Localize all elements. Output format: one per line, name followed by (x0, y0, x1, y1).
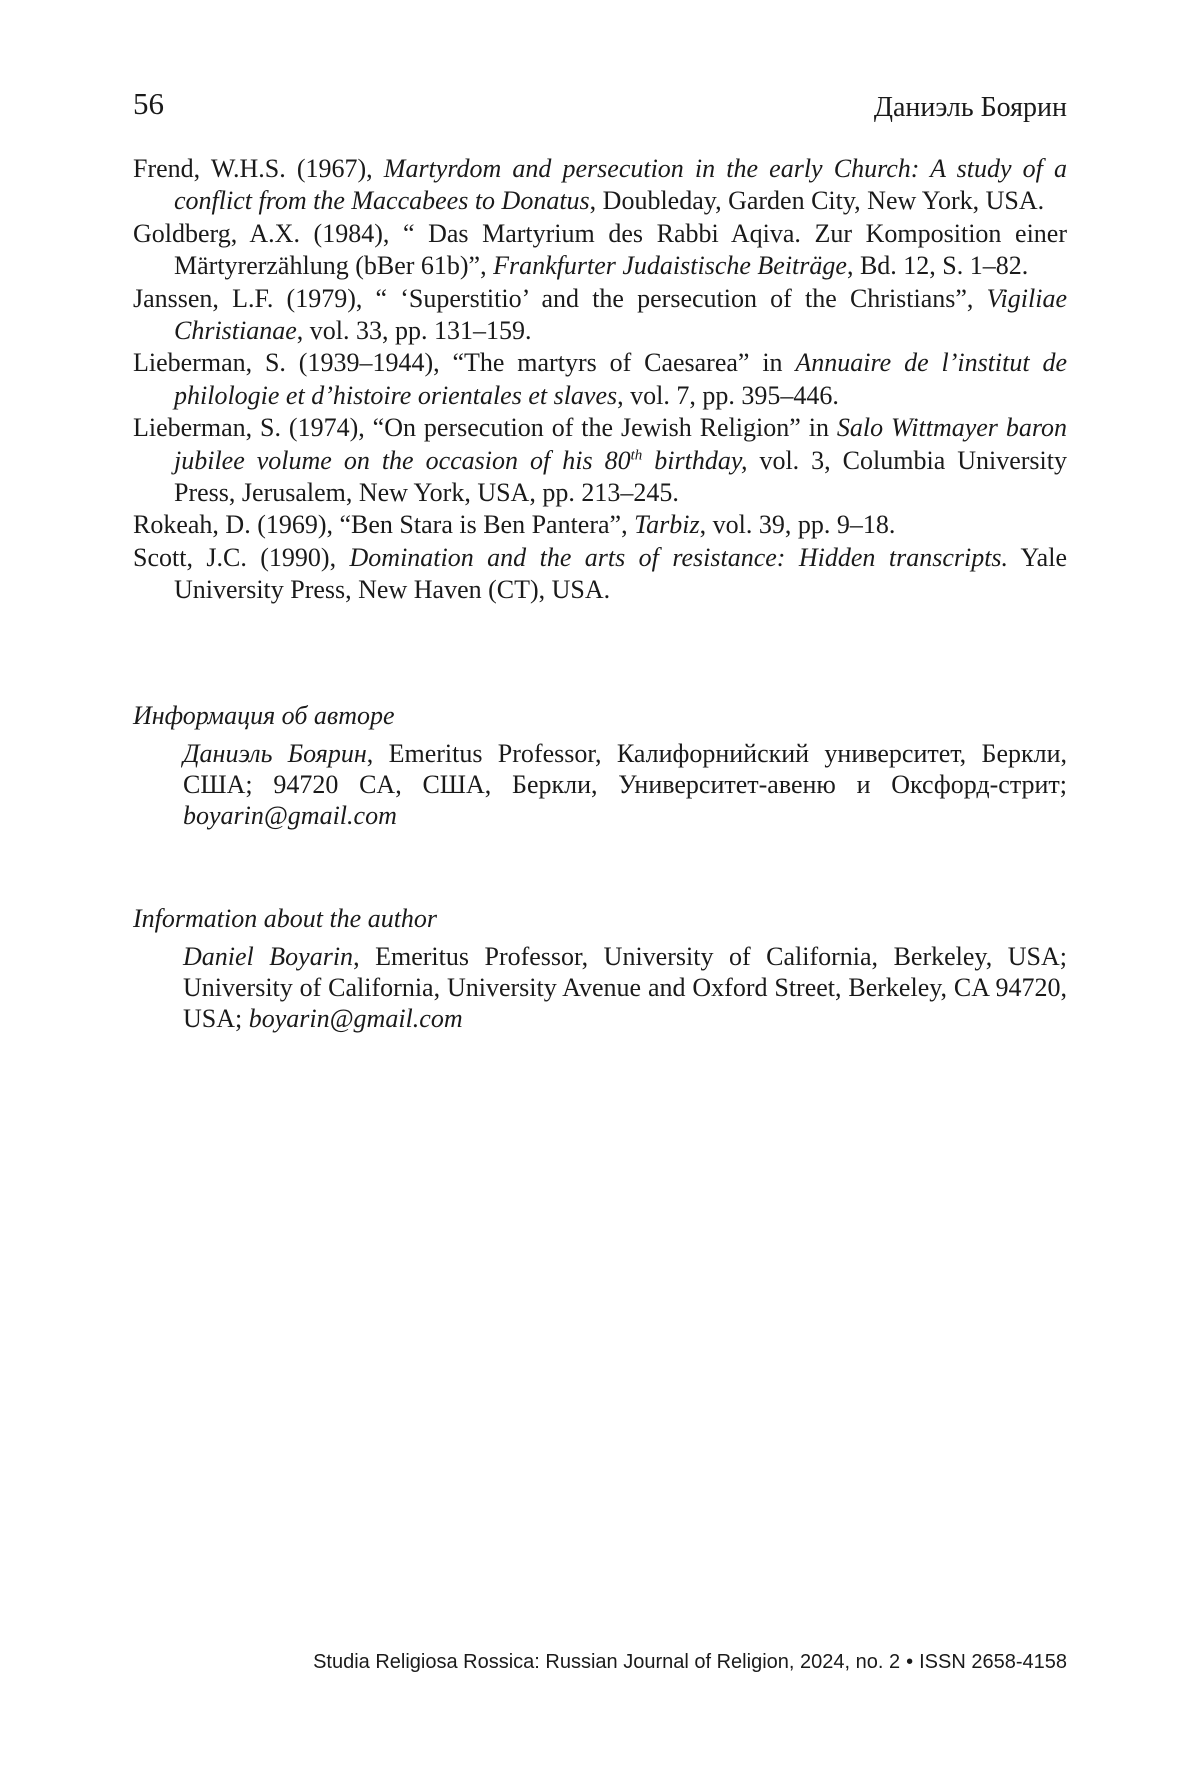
reference-title: Annuaire de l’institut de philologie et d’histoire orientales et slaves (174, 348, 1067, 410)
author-info-en-body (133, 941, 1067, 1034)
author-name: Daniel Boyarin (183, 942, 354, 971)
reference-title: Frankfurter Judaistische Beiträge (493, 251, 847, 281)
author-info-ru-heading: Информация об авторе (133, 701, 395, 730)
journal-citation: Studia Religiosa Rossica: Russian Journal of Religion, 2024, no. 2 (313, 1651, 901, 1673)
journal-footer (313, 1648, 1067, 1676)
reference-suffix: vol. 3, Columbia University Press, Jerusalem, New York, USA, pp. 213–245. (174, 445, 1067, 508)
journal-issn: ISSN 2658-4158 (919, 1651, 1067, 1673)
reference-item (133, 542, 1067, 607)
author-info-en (133, 903, 1067, 1034)
reference-title: Salo Wittmayer baron jubilee volume on the occasion of his 80 (174, 413, 1068, 475)
reference-title: Tarbiz (634, 510, 700, 540)
author-details: , Emeritus Professor, University of California, Berkeley, USA; University of California, University Avenue and Oxford Street, Berkeley, CA 94720, USA; (183, 942, 1068, 1033)
author-email: boyarin@gmail.com (183, 801, 397, 830)
reference-prefix: Goldberg, A.X. (1984), “ Das Martyrium des Rabbi Aqiva. Zur Komposition einer Märtyrerzählung (bBer 61b)”, (133, 218, 1067, 281)
reference-item (133, 347, 1067, 412)
page-number: 56 (133, 86, 164, 121)
reference-prefix: Rokeah, D. (1969), “Ben Stara is Ben Pantera”, (133, 510, 635, 540)
running-head: Даниэль Боярин (873, 92, 1067, 123)
reference-list (133, 153, 1067, 607)
reference-item (133, 509, 1067, 541)
reference-suffix: , vol. 7, pp. 395–446. (617, 380, 839, 410)
reference-prefix: Scott, J.C. (1990), (133, 542, 350, 572)
reference-item (133, 412, 1067, 509)
author-info-en-heading: Information about the author (133, 904, 438, 933)
reference-suffix: , vol. 33, pp. 131–159. (296, 316, 532, 346)
reference-prefix: Janssen, L.F. (1979), “ ‘Superstitio’ and the persecution of the Christians”, (133, 283, 987, 313)
author-name: Даниэль Боярин (183, 739, 367, 768)
reference-suffix: , Doubleday, Garden City, New York, USA. (589, 186, 1045, 216)
author-info-ru-body (133, 738, 1067, 831)
reference-title-continued: birthday, (642, 445, 748, 475)
reference-prefix: Frend, W.H.S. (1967), (133, 154, 384, 183)
reference-suffix: , vol. 39, pp. 9–18. (699, 510, 896, 540)
author-email: boyarin@gmail.com (248, 1004, 463, 1033)
author-details: , Emeritus Professor, Калифорнийский университет, Беркли, США; 94720 CA, США, Беркли, Университет-авеню и Оксфорд-стрит; (183, 739, 1067, 799)
reference-title: Martyrdom and persecution in the early Church: A study of a conflict from the Maccabees to Donatus (174, 154, 1067, 216)
author-info-ru (133, 700, 1067, 831)
reference-title: Domination and the arts of resistance: Hidden transcripts. (349, 542, 1009, 572)
reference-prefix: Lieberman, S. (1974), “On persecution of the Jewish Religion” in (133, 413, 837, 443)
reference-title: Vigiliae Christianae (174, 283, 1067, 346)
reference-superscript: th (630, 447, 643, 463)
reference-item (133, 218, 1067, 283)
footer-separator: • (906, 1651, 914, 1673)
reference-suffix: Yale University Press, New Haven (CT), USA. (174, 542, 1067, 605)
reference-item (133, 283, 1067, 348)
reference-prefix: Lieberman, S. (1939–1944), “The martyrs of Caesarea” in (133, 348, 796, 378)
reference-item (133, 153, 1067, 218)
reference-suffix: , Bd. 12, S. 1–82. (846, 251, 1029, 281)
